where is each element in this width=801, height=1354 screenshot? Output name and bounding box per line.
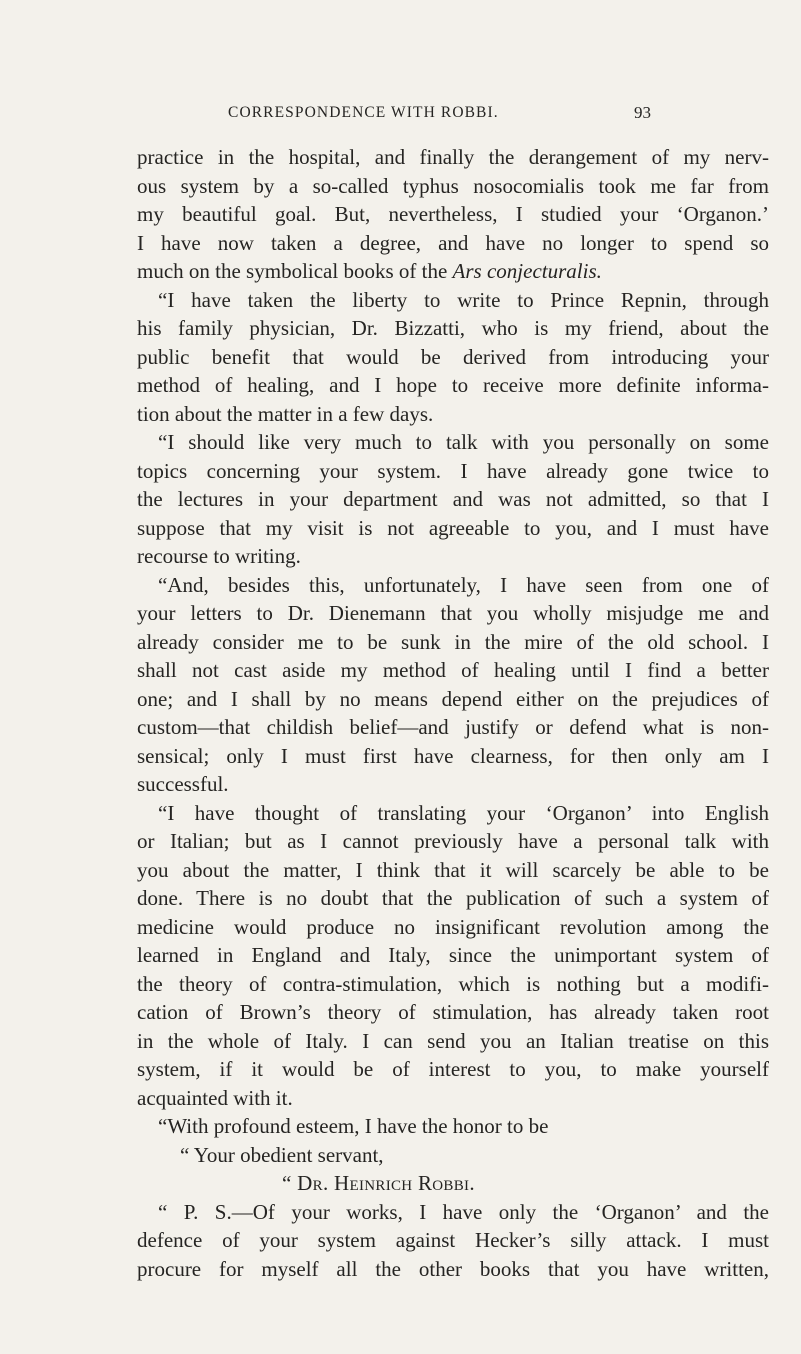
text-line: recourse to writing. <box>137 544 301 568</box>
text-line: learned in England and Italy, since the unimportant system of <box>137 943 769 967</box>
text-line <box>137 257 769 286</box>
text-line: “I have thought of translating your ‘Organon’ into English <box>158 800 769 825</box>
text-line: his family physician, Dr. Bizzatti, who is my friend, about the <box>137 316 769 340</box>
text-line: ous system by a so-called typhus nosocomialis took me far from <box>137 173 769 198</box>
text-line: the theory of contra-stimulation, which is nothing but a modifi- <box>137 971 769 996</box>
text-line: “ Your obedient servant, <box>180 1142 384 1167</box>
text-line: already consider me to be sunk in the mire of the old school. I <box>137 629 769 654</box>
text-line: shall not cast aside my method of healing until I find a better <box>137 658 769 682</box>
text-line: cation of Brown’s theory of stimulation, has already taken root <box>137 1000 769 1024</box>
text-line: defence of your system against Hecker’s silly attack. I must <box>137 1228 769 1252</box>
text-line: “And, besides this, unfortunately, I have seen from one of <box>158 572 769 597</box>
text-line: or Italian; but as I cannot previously have a personal talk with <box>137 829 769 853</box>
text-line: the lectures in your department and was not admitted, so that I <box>137 487 769 511</box>
text-line: done. There is no doubt that the publication of such a system of <box>137 886 769 910</box>
text-line: “I have taken the liberty to write to Prince Repnin, through <box>158 287 769 312</box>
body-text <box>137 143 769 1283</box>
text-line: your letters to Dr. Dienemann that you wholly misjudge me and <box>137 601 769 625</box>
text-line: “With profound esteem, I have the honor to be <box>158 1114 549 1138</box>
text-line: “ P. S.—Of your works, I have only the ‘Organon’ and the <box>158 1199 769 1224</box>
text-line: I have now taken a degree, and have no longer to spend so <box>137 230 769 255</box>
text-line: medicine would produce no insignificant revolution among the <box>137 914 769 939</box>
text-line: practice in the hospital, and finally the derangement of my nerv- <box>137 145 769 169</box>
text-line: method of healing, and I hope to receive more definite informa- <box>137 373 769 397</box>
text-line: public benefit that would be derived from introducing your <box>137 344 769 369</box>
text-line: you about the matter, I think that it will scarcely be able to be <box>137 857 769 882</box>
text-line: topics concerning your system. I have already gone twice to <box>137 458 769 483</box>
text-line: sensical; only I must first have clearness, for then only am I <box>137 743 769 768</box>
running-head <box>0 104 801 128</box>
book-title: Ars conjecturalis. <box>452 259 602 283</box>
text-line: successful. <box>137 772 229 796</box>
running-title: CORRESPONDENCE WITH ROBBI. <box>228 104 499 121</box>
text-line: custom—that childish belief—and justify or defend what is non- <box>137 715 769 739</box>
text-line: procure for myself all the other books that you have written, <box>137 1256 769 1281</box>
text-line: in the whole of Italy. I can send you an Italian treatise on this <box>137 1028 769 1053</box>
text-line: “I should like very much to talk with you personally on some <box>158 430 769 454</box>
text-line: acquainted with it. <box>137 1085 293 1110</box>
page-number: 93 <box>634 103 651 122</box>
text-line: my beautiful goal. But, nevertheless, I studied your ‘Organon.’ <box>137 202 769 226</box>
text-line: tion about the matter in a few days. <box>137 401 434 426</box>
text-line: one; and I shall by no means depend either on the prejudices of <box>137 686 769 711</box>
text-line: system, if it would be of interest to you, to make yourself <box>137 1057 769 1081</box>
text-line: suppose that my visit is not agreeable to you, and I must have <box>137 515 769 540</box>
text-segment: much on the symbolical books of the <box>137 259 453 283</box>
signature-line: “ Dr. Heinrich Robbi. <box>282 1171 475 1195</box>
